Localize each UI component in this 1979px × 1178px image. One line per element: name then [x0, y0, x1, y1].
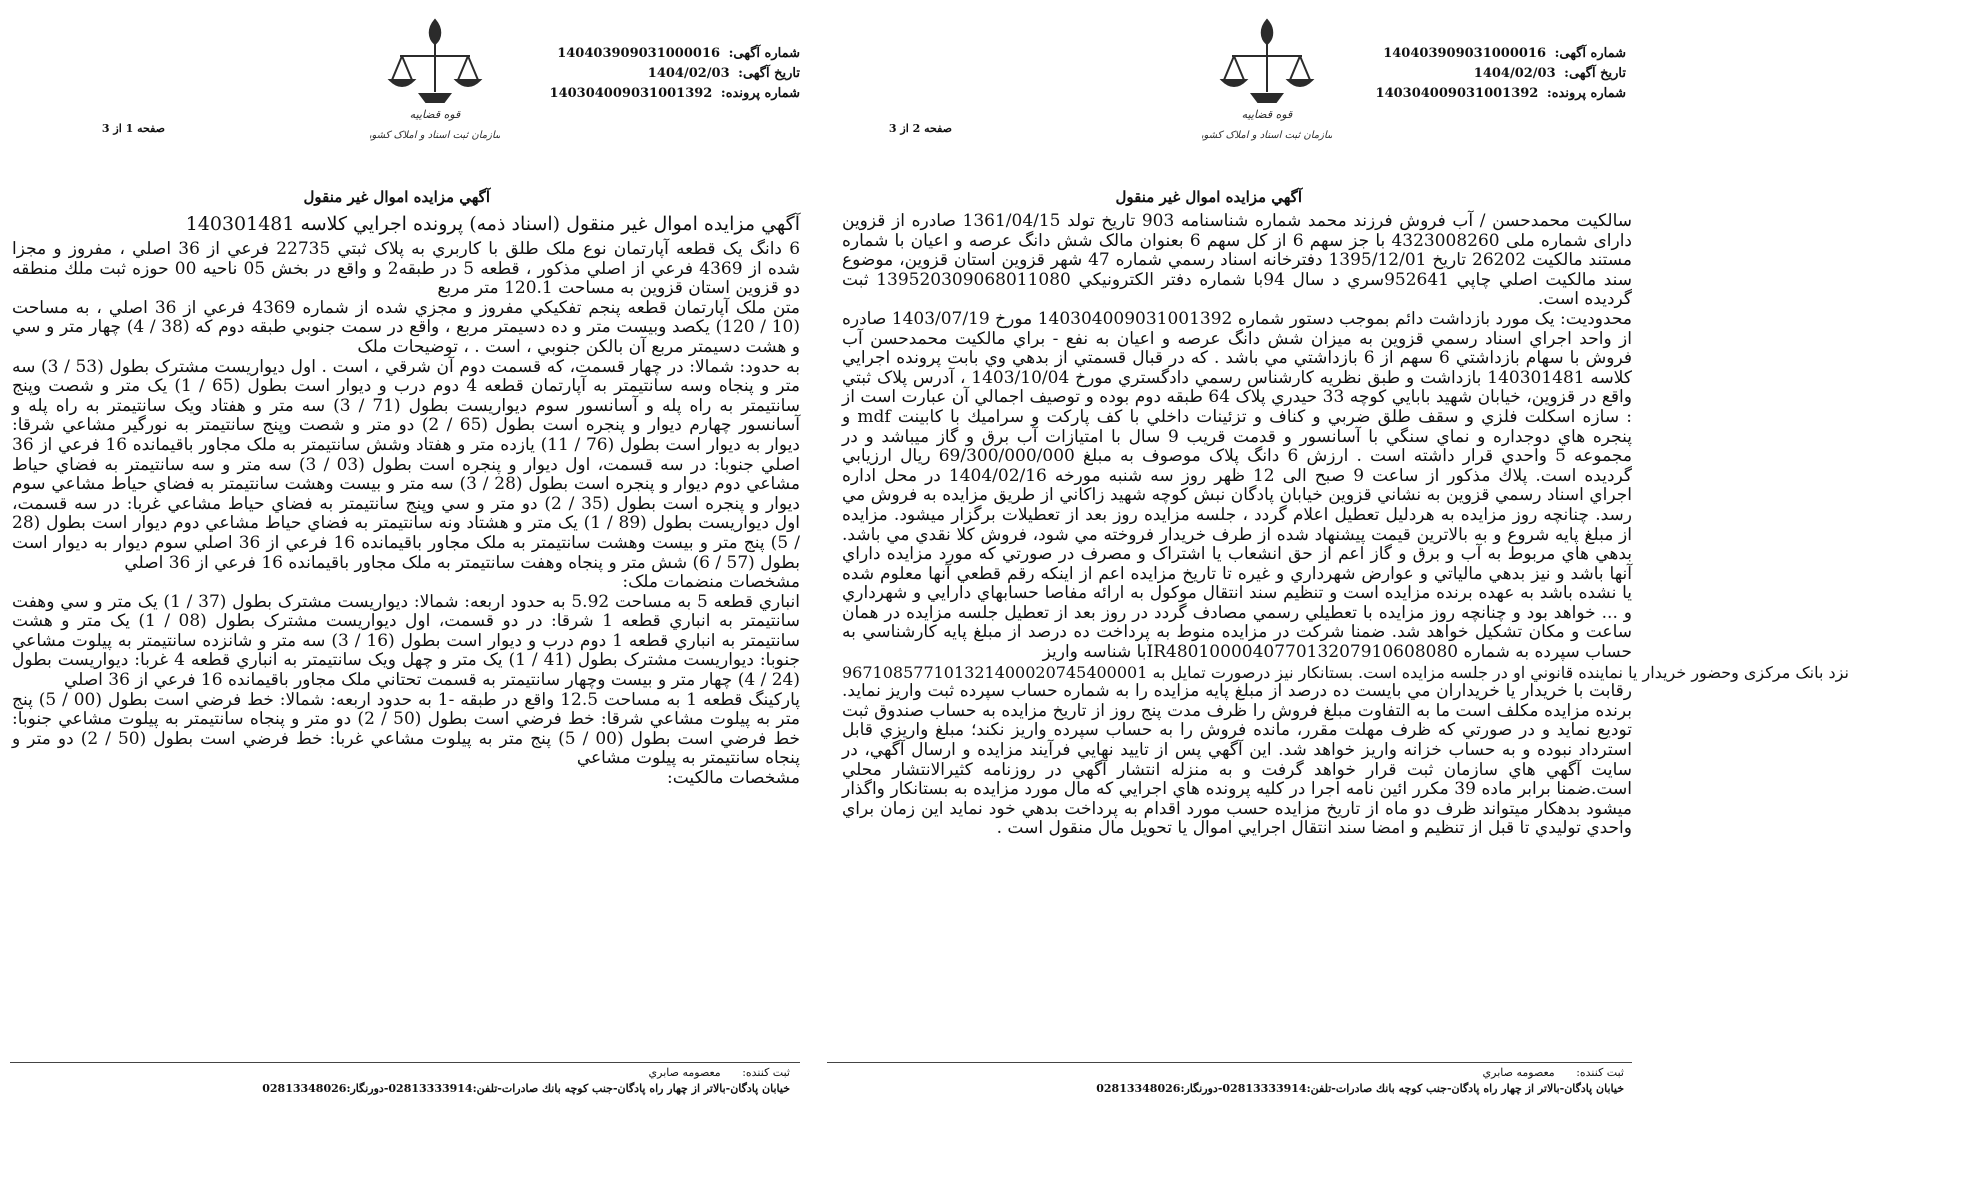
registrar-line — [1465, 1066, 1624, 1079]
boundaries-paragraph: به حدود: شمالا: در چهار قسمت، كه قسمت دوم آن شرقي ، است . اول ديواريست مشترک بطول (53 / 3) سه متر و پنجاه وسه سانتيمتر به آپارتمان قطعه 4 دوم درب و ديوار است بطول (65 / 1) يک متر و شصت وپنج سانتيمتر به راه پله و آسانسور سوم ديواريست بطول (71 / 3) سه متر و هفتاد ويک سانتيمتر به راه پله و آسانسور چهارم ديوار و پنجره است بطول (65 / 2) دو متر و شصت وپنج سانتيمتر به نورگير مشاعي شرقا: ديوار به ديوار است بطول (76 / 11) يازده متر و هفتاد وشش سانتيمتر به ملک مجاور باقيمانده 16 فرعي از 36 اصلي جنوبا: در سه قسمت، اول ديوار و پنجره است بطول (03 / 3) سه متر و سه سانتيمتر به فضاي حياط مشاعي دوم ديوار و پنجره است بطول (28 / 3) سه متر و بيست وهشت سانتيمتر به فضاي حياط مشاعي سوم ديوار و پنجره است بطول (35 / 2) دو متر و سي وپنج سانتيمتر به فضاي حياط مشاعي غربا: در سه قسمت، اول ديواريست بطول (89 / 1) يک متر و هشتاد ونه سانتيمتر به فضاي حياط مشاعي دوم ديوار است بطول (28 / 5) پنج متر و بيست وهشت سانتيمتر به ملک مجاور باقيمانده 16 فرعي از 36 اصلي سوم ديوار به ديوار است بطول (57 / 6) شش متر و پنجاه وهفت سانتيمتر به ملک مجاور باقيمانده 16 فرعي از 36 اصلي — [12, 356, 801, 573]
ad-number-value: 140403909031000016 — [557, 46, 721, 61]
deposit-id-line: 967108577101321400020745400001 نزد بانک مرکزی وحضور خريدار يا نماينده قانوني او در جلسه مزايده است. بستانكار نيز درصورت تمايل به — [842, 662, 1849, 682]
parking-paragraph: پاركينگ قطعه 1 به مساحت 12.5 واقع در طبقه -1 به حدود اربعه: شمالا: خط فرضي است بطول (00 / 5) پنج متر به پيلوت مشاعي شرقا: خط فرضي است بطول (50 / 2) دو متر و پنجاه سانتيمتر به پيلوت مشاعي جنوبا: خط فرضي است بطول (00 / 5) پنج متر به پيلوت مشاعي غربا: خط فرضي است بطول (50 / 2) دو متر و پنجاه سانتيمتر به پيلوت مشاعي — [12, 689, 800, 769]
judiciary-emblem-logo — [1202, 14, 1332, 154]
announcement-page-1 — [0, 0, 800, 1178]
announcement-body — [12, 212, 800, 789]
storage-paragraph: انباري قطعه 5 به مساحت 5.92 به حدود اربعه: شمالا: ديواريست مشترک بطول (37 / 1) يک متر و سي وهفت سانتيمتر به انباري قطعه 1 شرقا: در دو قسمت، اول ديواريست مشترک بطول (08 / 1) يک متر و هشت سانتيمتر به انباري قطعه 1 دوم درب و ديوار است بطول (16 / 3) سه متر و شانزده سانتيمتر به پيلوت مشاعي جنوبا: ديواريست مشترک بطول (41 / 1) يک متر و چهل ويک سانتيمتر به انباري قطعه 4 غربا: ديواريست بطول (24 / 4) چهار متر و بيست وچهار سانتيمتر به قسمت تحتاني ملک مجاور باقيمانده 16 فرعي از 36 اصلي — [12, 591, 801, 691]
ad-number-row — [550, 44, 800, 64]
ad-number-label: شماره آگهی: — [728, 46, 800, 61]
terms-paragraph: رقابت با خريدار يا خريداران مي بايست ده درصد از مبلغ پايه مزايده را به شماره حساب سپرده ثبت واريز نمايد. برنده مزايده مكلف است ما به التفاوت مبلغ فروش را ظرف مدت پنج روز از تاريخ مزايده به حساب صندوق ثبت توديع نمايد و در صورتي كه ظرف مهلت مقرر، مانده فروش را به حساب سپرده واريز نكند؛ مبلغ واريزي قابل استرداد نبوده و به حساب خزانه واريز خواهد شد. اين آگهي پس از تاييد نهايي فرآيند مزايده و ارسال آگهي، در سايت آگهي هاي سازمان ثبت قرار خواهد گرفت و به منزله انتشار آگهي در روزنامه كثيرالانتشار محلي است.ضمنا برابر ماده 39 مكرر ائين نامه اجرا در كليه پرونده هاي اجرايي كه مال مورد مزايده به بستانكار واگذار ميشود بدهكار ميتواند ظرف دو ماه از تاريخ مزايده حسب مورد اقدام به پرداخت بدهي خود نمايد اين زمان براي واحدي توليدي تا قبل از تنظيم و امضا سند انتقال اجرايي اموال يا تحويل مال منقول است . — [842, 681, 1633, 839]
ownership-paragraph: سالکیت محمدحسن / آب فروش فرزند محمد شماره شناسنامه 903 تاریخ تولد 1361/04/15 صادره از قزوین دارای شماره ملی 4323008260 با جز سهم 6 از کل سهم 6 بعنوان مالک شش دانگ عرصه و اعیان با شماره مستند مالکیت 26202 تاریخ 1395/12/01 دفترخانه اسناد رسمي شماره 47 شهر قزوین استان قزوین، موضوع سند مالکیت اصلي چاپي 952641سري د سال 94با شماره دفتر الکترونيكي 139520309068011080 ثبت گرديده است. — [842, 211, 1633, 310]
file-number-row — [550, 84, 800, 104]
announcement-page-2 — [822, 0, 1849, 1178]
ad-date-value: 1404/02/03 — [1473, 66, 1556, 81]
emblem-top-text: قوه قضاییه — [409, 108, 461, 121]
footer-divider — [10, 1062, 800, 1063]
ad-date-value: 1404/02/03 — [647, 66, 730, 81]
file-number-row — [1376, 84, 1626, 104]
emblem-org-text: سازمان ثبت اسناد و املاک کشور — [1202, 130, 1332, 141]
property-text-paragraph: متن ملک آپارتمان قطعه پنجم تفكيكي مفروز و مجزي شده از شماره 4369 فرعي از 36 اصلي ، به مساحت (10 / 120) يكصد وبيست متر و ده دسيمتر مربع ، واقع در سمت جنوبي طبقه دوم كه (38 / 4) چهار متر و سي و هشت دسيمتر مربع آن بالكن جنوبي ، است . ، توضيحات ملک — [12, 297, 800, 357]
document-title: آگهي مزايده اموال غير منقول — [303, 188, 490, 206]
registrar-label: ثبت کننده: — [1576, 1066, 1624, 1079]
annexes-heading: مشخصات منضمات ملک: — [622, 572, 800, 593]
file-number-value: 140304009031001392 — [549, 86, 713, 101]
file-number-label: شماره پرونده: — [1546, 86, 1626, 101]
announcement-meta — [1376, 44, 1626, 104]
ad-number-label: شماره آگهی: — [1554, 46, 1626, 61]
ownership-heading: مشخصات مالكيت: — [667, 768, 800, 789]
ad-date-row — [550, 64, 800, 84]
ad-date-label: تاریخ آگهی: — [1564, 66, 1626, 81]
registrar-label: ثبت کننده: — [742, 1066, 790, 1079]
registrar-name: معصومه صابري — [1482, 1066, 1555, 1079]
property-summary-paragraph: 6 دانگ يک قطعه آپارتمان نوع ملک طلق با كاربري به پلاک ثبتي 22735 فرعي از 36 اصلي ، مفروز و مجزا شده از 4369 فرعي از اصلي مذكور ، قطعه 5 در طبقه2 و واقع در بخش 05 ناحيه 00 حوزه ثبت ملك منطقه دو قزوين استان قزوين به مساحت 120.1 متر مربع — [12, 239, 801, 299]
file-number-value: 140304009031001392 — [1375, 86, 1539, 101]
footer-divider — [827, 1062, 1632, 1063]
judiciary-emblem-logo — [370, 14, 500, 154]
registrar-line — [631, 1066, 790, 1079]
restriction-paragraph: محدوديت: يک مورد بازداشت دائم بموجب دستور شماره 140304009031001392 مورخ 1403/07/19 صادره از واحد اجراي اسناد رسمي قزوين به ميزان شش دانگ عرصه و اعيان به نفع - براي مالکيت محمدحسن آب فروش با سهام بازداشتي 6 سهم از 6 بازداشتي مي باشد . كه در قبال قسمتي از بدهي وي بابت پرونده اجرايي كلاسه 140301481 بازداشت و طبق نظريه كارشناس رسمي دادگستري مورخ 1403/10/04 ، آدرس پلاک ثبتي واقع در قزوين، خيابان شهيد بابايي كوچه 33 حيدري پلاک 64 طبقه دوم بوده و توصيف اجمالي آن عبارت است از : سازه اسكلت فلزي و سقف طلق ضربي و كناف و تزئينات داخلي با كف پاركت و سراميك با كابينت mdf و پنجره هاي دوجداره و نماي سنگي با آسانسور و قدمت قريب 9 سال با امتيازات آب برق و گاز ميباشد و در مجموعه 5 واحدي قرار داشته است . ارزش 6 دانگ پلاک موصوف به مبلغ 69/300/000/000 ريال ارزيابي گرديده است. پلاك مذكور از ساعت 9 صبح الی 12 ظهر روز سه شنبه مورخه 1404/02/16 در محل اداره اجراي اسناد رسمي قزوين به نشاني قزوين خيابان پادگان نبش كوچه شهيد زاكاني از طريق مزايده به فروش مي رسد. چنانچه روز مزايده به هردليل تعطيل اعلام گردد ، جلسه مزايده روز بعد از تعطيلات برگزار ميشود. مزايده از مبلغ پايه شروع و به بالاترين قيمت پيشنهاد شده از طرف خريدار فروخته مي شود، فروش كلا نقدي مي باشد. بدهي هاي مربوط به آب و برق و گاز اعم از حق انشعاب يا اشتراک و مصرف در صورتي كه مورد مزايده داراي آنها باشد و نيز بدهي مالياتي و عوارض شهرداري و غيره تا تاريخ مزايده اعم از اينكه رقم قطعي آنها معلوم شده يا نشده باشد به عهده برنده مزايده است و تنظيم سند انتقال موکول به ارائه مفاصا حسابهاي دارايي و شهرداري و ... خواهد بود و چنانچه روز مزايده با تعطيلي رسمي مصادف گردد در روز بعد از تعطيل جلسه مزايده در همان ساعت و مكان تشكيل خواهد شد. ضمنا شركت در مزايده منوط به پرداخت ده درصد از مبلغ پايه كارشناسي به حساب سپرده به شماره IR480100004077013207910608080با شناسه واريز — [842, 308, 1633, 663]
page-number: صفحه 2 از 3 — [888, 122, 952, 135]
announcement-meta — [550, 44, 800, 104]
document-subtitle: آگهي مزايده اموال غير منقول (اسناد ذمه) پرونده اجرايي كلاسه 140301481 — [185, 213, 800, 235]
ad-number-row — [1376, 44, 1626, 64]
emblem-org-text: سازمان ثبت اسناد و املاک کشور — [370, 130, 500, 141]
ad-number-value: 140403909031000016 — [1383, 46, 1547, 61]
office-address: خيابان پادگان-بالاتر از چهار راه پادگان-جنب كوچه بانك صادرات-تلفن:02813333914-دورنگار:02813348026 — [262, 1082, 790, 1095]
page-number: صفحه 1 از 3 — [101, 122, 165, 135]
emblem-top-text: قوه قضاییه — [1241, 108, 1293, 121]
announcement-body — [842, 211, 1849, 839]
file-number-label: شماره پرونده: — [720, 86, 800, 101]
ad-date-row — [1376, 64, 1626, 84]
document-title: آگهي مزايده اموال غير منقول — [1115, 188, 1302, 206]
ad-date-label: تاریخ آگهی: — [738, 66, 800, 81]
registrar-name: معصومه صابري — [648, 1066, 721, 1079]
office-address: خيابان پادگان-بالاتر از چهار راه پادگان-جنب كوچه بانك صادرات-تلفن:02813333914-دورنگار:02813348026 — [1096, 1082, 1624, 1095]
